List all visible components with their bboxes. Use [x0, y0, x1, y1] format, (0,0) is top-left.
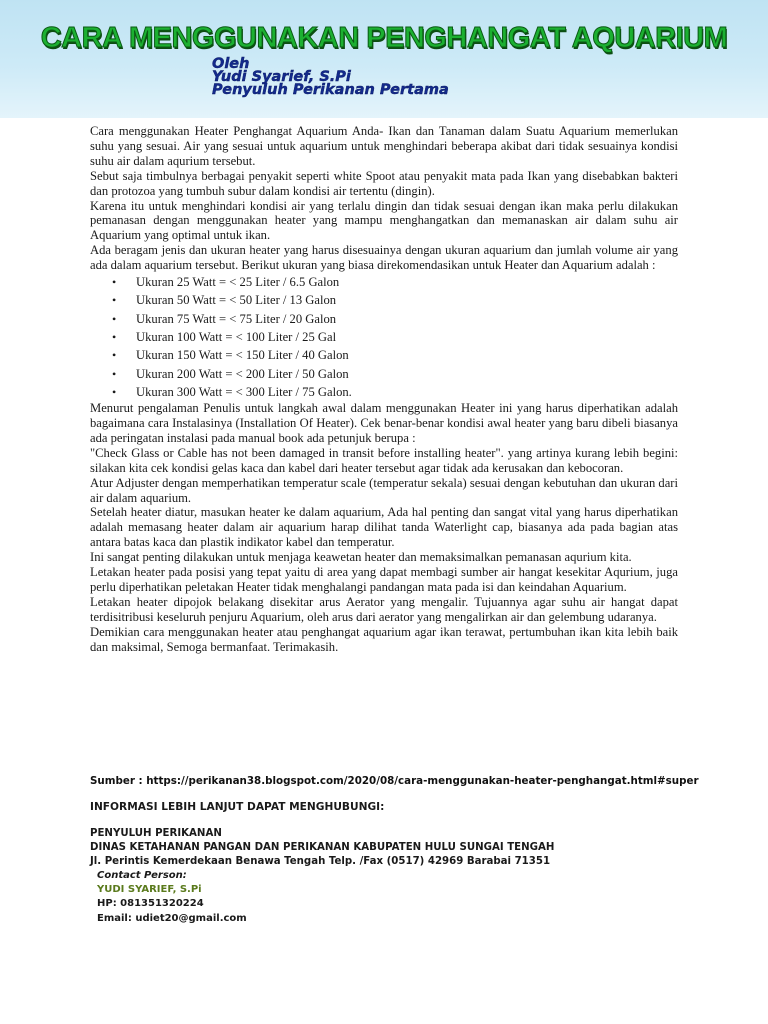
- org-line: Jl. Perintis Kemerdekaan Benawa Tengah Telp. /Fax (0517) 42969 Barabai 71351: [90, 856, 551, 868]
- heater-size-list: [90, 273, 678, 401]
- contact-email[interactable]: Email: udiet20@gmail.com: [97, 912, 247, 924]
- paragraph: Menurut pengalaman Penulis untuk langkah awal dalam menggunakan Heater ini yang harus diperhatikan adalah bagaimana cara Instalasinya (Installation Of Heater). Cek benar-benar kondisi awal heater yang baru dibeli biasanya ada peringatan instalasi pada manual book ada petunjuk berupa :: [90, 401, 678, 445]
- paragraph: Ada beragam jenis dan ukuran heater yang harus disesuainya dengan ukuran aquarium dan jumlah volume air yang ada dalam aquarium tersebut. Berikut ukuran yang biasa direkomendasikan untuk Heater dan Aquarium adalah :: [90, 243, 678, 273]
- header-banner: [0, 0, 768, 118]
- contact-name: YUDI SYARIEF, S.Pi: [97, 884, 202, 896]
- list-item: • Ukuran 100 Watt = < 100 Liter / 25 Gal: [90, 328, 678, 346]
- info-heading: INFORMASI LEBIH LANJUT DAPAT MENGHUBUNGI:: [90, 801, 385, 813]
- paragraph: Letakan heater dipojok belakang disekitar arus Aerator yang mengalir. Tujuannya agar suhu air hangat dapat terdisitribusi keseluruh penjuru Aquarium, oleh arus dari aerator yang mengalirkan air dan gelembung udaranya.: [90, 594, 678, 624]
- paragraph: Karena itu untuk menghindari kondisi air yang terlalu dingin dan tidak sesuai dengan ikan maka perlu dilakukan pemanasan dengan menggunakan heater yang mampu menghangatkan dan memanaskan air dalam suhu air Aquarium yang optimal untuk ikan.: [90, 198, 678, 243]
- byline-line: Penyuluh Perikanan Pertama: [212, 82, 449, 98]
- list-item: • Ukuran 50 Watt = < 50 Liter / 13 Galon: [90, 291, 678, 309]
- org-line: DINAS KETAHANAN PANGAN DAN PERIKANAN KABUPATEN HULU SUNGAI TENGAH: [90, 842, 555, 854]
- list-item: • Ukuran 75 Watt = < 75 Liter / 20 Galon: [90, 310, 678, 328]
- contact-block: [97, 869, 247, 926]
- paragraph: Cara menggunakan Heater Penghangat Aquarium Anda- Ikan dan Tanaman dalam Suatu Aquarium memerlukan suhu yang sesuai. Air yang sesuai untuk aquarium untuk menghindari beberapa akibat dari tidak sesuainya kondisi suhu air dalam aqurium tersebut.: [90, 124, 678, 168]
- paragraph: Atur Adjuster dengan memperhatikan temperatur scale (temperatur sekala) sesuai dengan kebutuhan dan ukuran dari air dalam aquarium.: [90, 475, 678, 505]
- paragraph: Setelah heater diatur, masukan heater ke dalam aquarium, Ada hal penting dan sangat vital yang harus diperhatikan adalah memasang heater dalam air aquarium harap dilihat tanda Waterlight cap, biasanya ada pada bagian atas antara batas kaca dan plastik indikator kabel dan temperatur.: [90, 505, 678, 550]
- organization-block: [90, 827, 554, 870]
- list-item: • Ukuran 25 Watt = < 25 Liter / 6.5 Galon: [90, 273, 678, 291]
- byline-line: Oleh: [212, 56, 250, 72]
- paragraph: Sebut saja timbulnya berbagai penyakit seperti white Spoot atau penyakit mata pada Ikan yang disebabkan bakteri dan protozoa yang tumbuh subur dalam kondisi air tertentu (dingin).: [90, 168, 678, 198]
- list-item: • Ukuran 300 Watt = < 300 Liter / 75 Galon.: [90, 383, 678, 401]
- source-link[interactable]: Sumber : https://perikanan38.blogspot.com/2020/08/cara-menggunakan-heater-penghangat.html#super: [90, 775, 699, 787]
- page-title: CARA MENGGUNAKAN PENGHANGAT AQUARIUM: [40, 22, 728, 54]
- article-body: [90, 124, 678, 655]
- contact-phone: HP: 081351320224: [97, 898, 204, 910]
- source-line: [90, 775, 730, 787]
- paragraph: Letakan heater pada posisi yang tepat yaitu di area yang dapat membagi sumber air hangat kesekitar Aqurium, juga perlu diperhatikan peletakan Heater tidak menghalangi pandangan mata pada isi dan keindahan Aquarium.: [90, 565, 678, 595]
- paragraph: "Check Glass or Cable has not been damaged in transit before installing heater". yang artinya kurang lebih begini: silakan kita cek kondisi gelas kaca dan kabel dari heater tersebut agar tidak ada kerusakan dan kebocoran.: [90, 445, 678, 475]
- author-byline: [212, 58, 449, 97]
- paragraph: Ini sangat penting dilakukan untuk menjaga keawetan heater dan memaksimalkan pemanasan aqurium kita.: [90, 550, 632, 565]
- paragraph: Demikian cara menggunakan heater atau penghangat aquarium agar ikan terawat, pertumbuhan ikan kita lebih baik dan maksimal, Semoga bermanfaat. Terimakasih.: [90, 624, 678, 654]
- list-item: • Ukuran 200 Watt = < 200 Liter / 50 Galon: [90, 365, 678, 383]
- org-line: PENYULUH PERIKANAN: [90, 828, 222, 839]
- list-item: • Ukuran 150 Watt = < 150 Liter / 40 Galon: [90, 346, 678, 364]
- contact-label: Contact Person:: [97, 870, 187, 881]
- byline-line: Yudi Syarief, S.Pi: [212, 69, 351, 85]
